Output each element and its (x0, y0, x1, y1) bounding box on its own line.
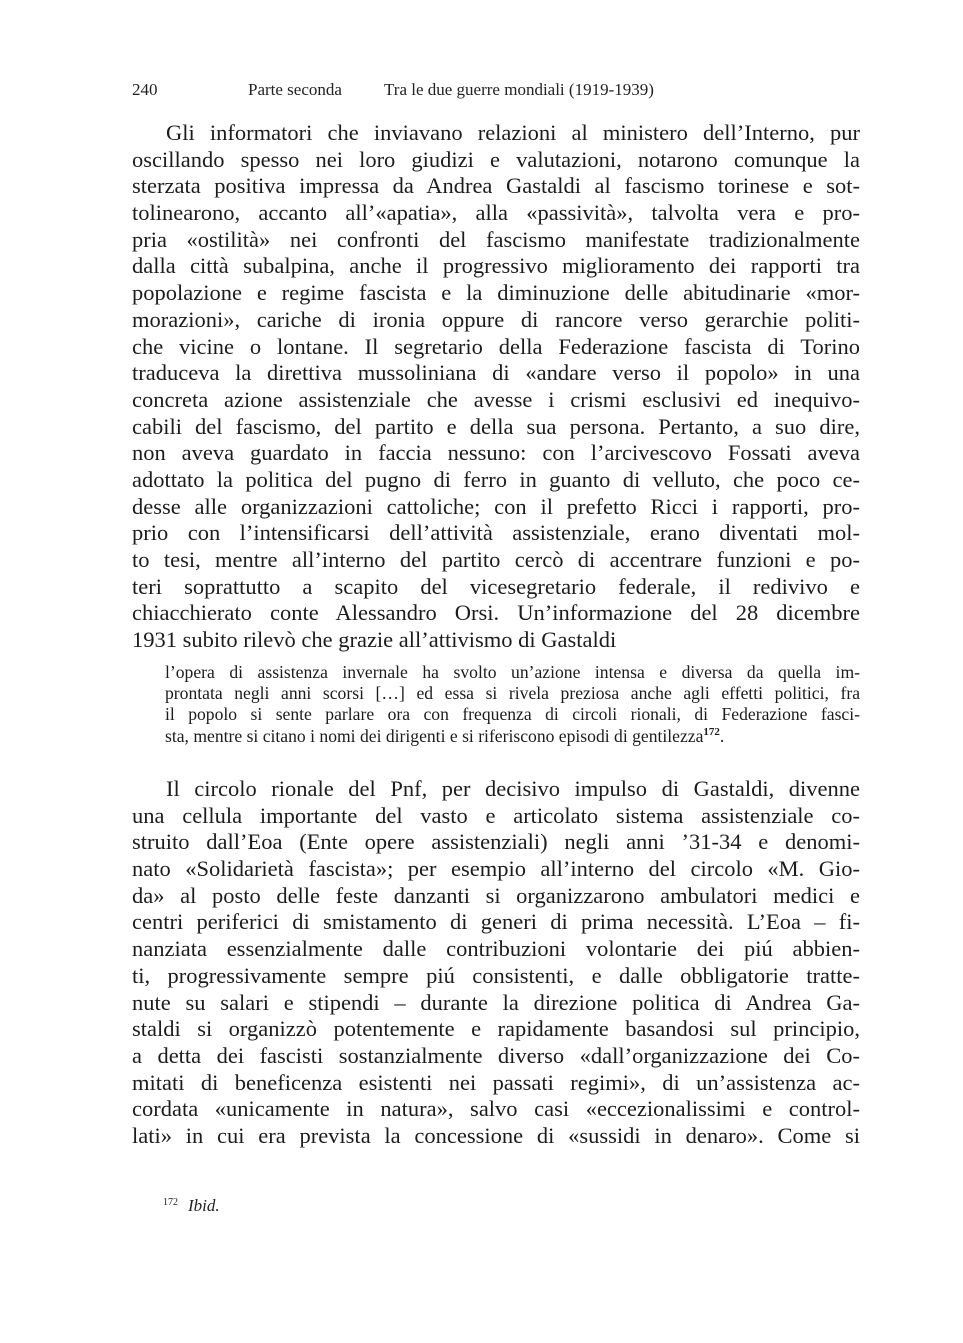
quote-text: sta, mentre si citano i nomi dei dirigenti e si riferiscono episodi di gentilezza (165, 725, 704, 746)
quote-line: prontata negli anni scorsi […] ed essa si rivela preziosa anche agli effetti politici, fra (165, 683, 860, 704)
text-line: desse alle organizzazioni cattoliche; con il prefetto Ricci i rapporti, pro- (132, 493, 860, 519)
text-line: traduceva la direttiva mussoliniana di «andare verso il popolo» in una (132, 360, 860, 386)
text-line: cordata «unicamente in natura», salvo casi «eccezionalissimi e control- (132, 1096, 860, 1122)
text-line: lati» in cui era prevista la concessione di «sussidi in denaro». Come si (132, 1122, 860, 1148)
paragraph-1 (132, 120, 860, 654)
page-number: 240 (132, 80, 158, 99)
footnote-number: 172 (163, 1197, 178, 1208)
text-line: non aveva guardato in faccia nessuno: con l’arcivescovo Fossati aveva (132, 440, 860, 466)
text-line: to tesi, mentre all’interno del partito cercò di accentrare funzioni e po- (132, 547, 860, 572)
part-title: Parte seconda (248, 80, 342, 99)
text-line: ti, progressivamente sempre piú consistenti, e dalle obbligatorie tratte- (132, 962, 860, 988)
text-line: pria «ostilità» nei confronti del fascismo manifestate tradizionalmente (132, 226, 860, 252)
text-line: sterzata positiva impressa da Andrea Gastaldi al fascismo torinese e sot- (132, 173, 860, 199)
text-line: cabili del fascismo, del partito e della sua persona. Pertanto, a suo dire, (132, 413, 860, 439)
block-quotation (165, 662, 860, 747)
text-line: chiacchierato conte Alessandro Orsi. Un’informazione del 28 dicembre (132, 600, 860, 626)
text-line: tolinearono, accanto all’«apatia», alla «passività», talvolta vera e pro- (132, 200, 860, 226)
text-line: Gli informatori che inviavano relazioni al ministero dell’Interno, pur (166, 120, 860, 145)
text-line: nato «Solidarietà fascista»; per esempio all’interno del circolo «M. Gio- (132, 856, 860, 882)
text-line: da» al posto delle feste danzanti si organizzarono ambulatori medici e (132, 882, 860, 908)
text-line: prio con l’intensificarsi dell’attività assistenziale, erano diventati mol- (132, 520, 860, 546)
text-line: staldi si organizzò potentemente e rapidamente basandosi sul principio, (132, 1016, 860, 1042)
text-line: morazioni», cariche di ironia oppure di rancore verso gerarchie politi- (132, 306, 860, 332)
chapter-title: Tra le due guerre mondiali (1919-1939) (384, 80, 654, 99)
text-line: dalla città subalpina, anche il progressivo miglioramento dei rapporti tra (132, 253, 860, 279)
text-line: struito dall’Eoa (Ente opere assistenziali) negli anni ’31-34 e denomi- (132, 829, 860, 855)
text-line: mitati di beneficenza esistenti nei passati regimi», di un’assistenza ac- (132, 1069, 860, 1095)
text-line: popolazione e regime fascista e la diminuzione delle abitudinarie «mor- (132, 280, 860, 306)
text-line: che vicine o lontane. Il segretario della Federazione fascista di Torino (132, 333, 860, 359)
text-line: oscillando spesso nei loro giudizi e valutazioni, notarono comunque la (132, 146, 860, 172)
footnote-text: Ibid. (188, 1196, 220, 1215)
footnote-reference: 172 (703, 725, 720, 738)
quote-line: il popolo si sente parlare ora con frequenza di circoli rionali, di Federazione fasci- (165, 704, 860, 725)
text-line: nanziata essenzialmente dalle contribuzioni volontarie dei piú abbien- (132, 936, 860, 962)
text-line: teri soprattutto a scapito del vicesegretario federale, il redivivo e (132, 573, 860, 599)
footnote (163, 1192, 220, 1217)
text-line: nute su salari e stipendi – durante la direzione politica di Andrea Ga- (132, 989, 860, 1015)
running-head (132, 78, 862, 102)
paragraph-2 (132, 776, 860, 1150)
text-line: a detta dei fascisti sostanzialmente diverso «dall’organizzazione dei Co- (132, 1042, 860, 1068)
text-line: adottato la politica del pugno di ferro in guanto di velluto, che poco ce- (132, 466, 860, 492)
text-line: una cellula importante del vasto e articolato sistema assistenziale co- (132, 802, 860, 828)
quote-trailing-punctuation: . (719, 725, 725, 746)
text-line: centri periferici di smistamento di generi di prima necessità. L’Eoa – fi- (132, 909, 860, 935)
quote-line-last (165, 726, 860, 747)
text-line: concreta azione assistenziale che avesse i crismi esclusivi ed inequivo- (132, 386, 860, 412)
quote-line: l’opera di assistenza invernale ha svolto un’azione intensa e diversa da quella im- (165, 662, 860, 682)
text-line: Il circolo rionale del Pnf, per decisivo impulso di Gastaldi, divenne (166, 776, 860, 801)
text-line: 1931 subito rilevò che grazie all’attivismo di Gastaldi (132, 627, 617, 653)
